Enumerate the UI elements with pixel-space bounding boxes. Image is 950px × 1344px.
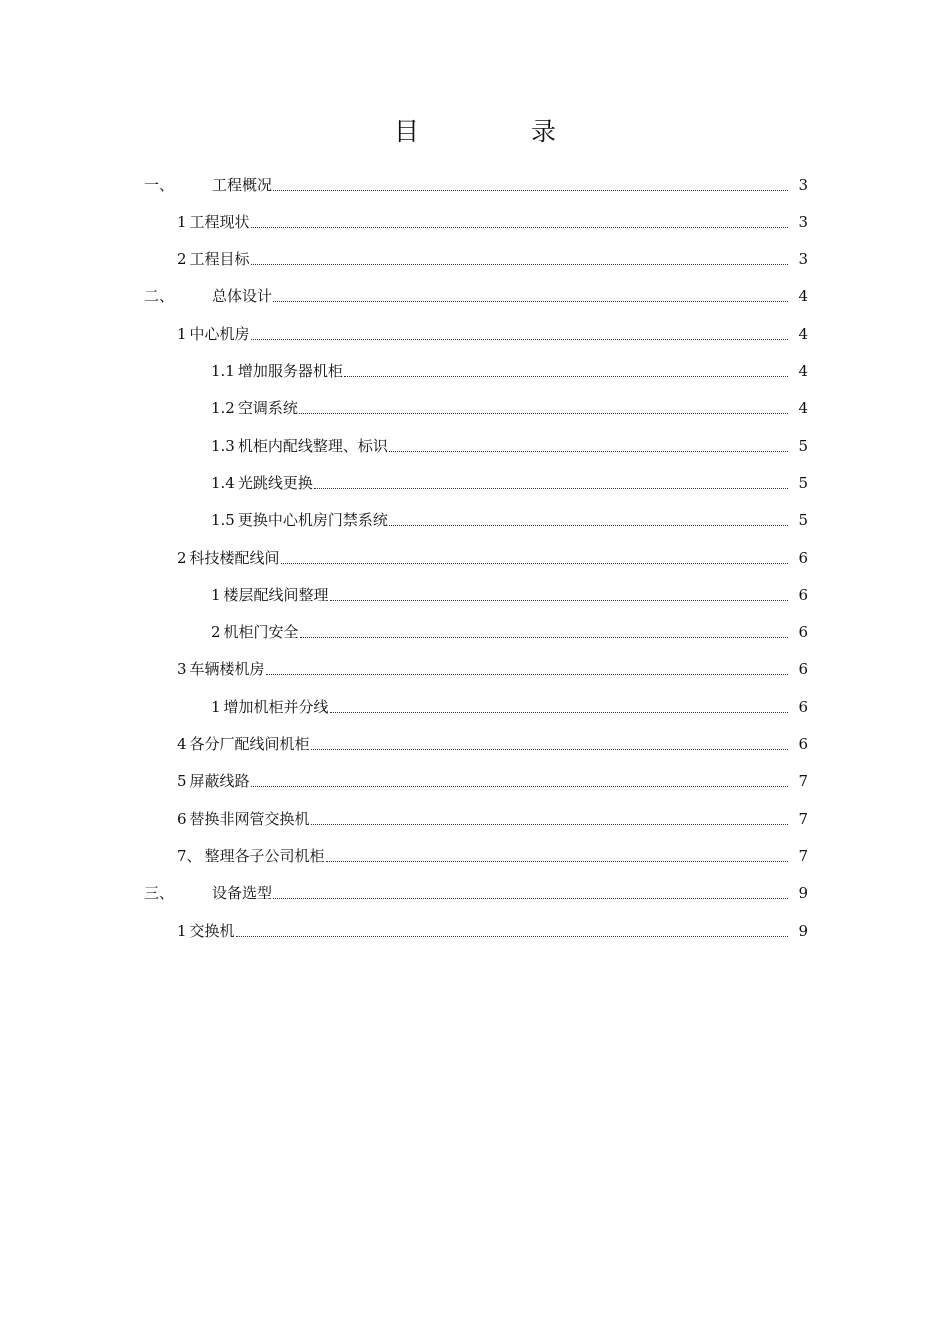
toc-entry-page-number: 6 (798, 735, 808, 753)
dot-leader (311, 734, 788, 754)
dot-leader (273, 286, 788, 306)
dot-leader (330, 697, 788, 717)
toc-entry-number: 一、 (144, 175, 175, 194)
toc-entry[interactable] (211, 576, 808, 613)
dot-leader (330, 585, 788, 605)
dot-leader (273, 175, 788, 195)
toc-entry-label: 机柜内配线整理、标识 (237, 436, 388, 455)
toc-entry-label: 更换中心机房门禁系统 (237, 511, 388, 530)
toc-entry-page-number: 4 (798, 362, 808, 380)
toc-entry[interactable] (144, 875, 808, 912)
toc-entry-label: 替换非网管交换机 (189, 809, 310, 828)
dot-leader (273, 883, 788, 903)
toc-entry-label: 增加机柜并分线 (223, 697, 329, 716)
toc-entry[interactable] (211, 464, 808, 501)
toc-entry[interactable] (211, 390, 808, 427)
toc-title: 目 录 (394, 117, 608, 146)
toc-entry-number: 1 (211, 697, 221, 716)
toc-entry-page-number: 7 (798, 809, 808, 828)
toc-entry-number: 1.3 (211, 436, 235, 455)
dot-leader (311, 809, 788, 829)
toc-entry[interactable] (177, 912, 808, 949)
toc-entry[interactable] (211, 614, 808, 651)
toc-entry-label: 车辆楼机房 (189, 660, 265, 679)
toc-entry-number: 7、 (177, 846, 202, 865)
toc-entry-number: 二、 (144, 287, 175, 306)
toc-entry-label: 屏蔽线路 (189, 772, 250, 791)
toc-entry-page-number: 4 (798, 324, 808, 343)
toc-entry-page-number: 5 (798, 436, 808, 455)
dot-leader (300, 622, 788, 642)
toc-entry-label: 中心机房 (189, 324, 250, 343)
toc-entry-page-number: 6 (798, 660, 808, 679)
toc-entry-number: 2 (177, 250, 187, 269)
toc-entry-page-number: 7 (798, 772, 808, 791)
toc-entry-number: 1 (177, 921, 187, 940)
toc-entry-number: 1 (211, 585, 221, 604)
toc-entry[interactable] (177, 539, 808, 576)
dot-leader (266, 659, 788, 679)
toc-entry-label: 各分厂配线间机柜 (189, 735, 310, 753)
toc-entry-number: 1.5 (211, 511, 235, 530)
toc-entry-page-number: 3 (798, 250, 808, 269)
toc-entry-number: 2 (211, 623, 221, 642)
toc-entry-label: 交换机 (189, 921, 235, 940)
toc-entry[interactable] (177, 837, 808, 874)
toc-entry-label: 楼层配线间整理 (223, 585, 329, 604)
toc-entry-page-number: 3 (798, 212, 808, 231)
dot-leader (299, 398, 788, 418)
dot-leader (251, 212, 788, 232)
toc-entry-label: 增加服务器机柜 (237, 362, 343, 380)
toc-entry-number: 1.4 (211, 473, 235, 492)
toc-entry-page-number: 7 (798, 846, 808, 865)
dot-leader (389, 510, 788, 530)
toc-entry[interactable] (177, 763, 808, 800)
toc-entry[interactable] (144, 278, 808, 315)
toc-entry-label: 设备选型 (212, 884, 273, 903)
toc-entry-number: 三、 (144, 884, 175, 903)
toc-entry-page-number: 5 (798, 511, 808, 530)
toc-entry-label: 空调系统 (237, 399, 298, 418)
toc-entry-number: 1 (177, 212, 187, 231)
toc-entry-page-number: 6 (798, 623, 808, 642)
toc-entry-label: 工程现状 (189, 212, 250, 231)
toc-entry-page-number: 4 (798, 399, 808, 418)
toc-entry-label: 总体设计 (212, 287, 273, 306)
toc-entry[interactable] (177, 726, 808, 763)
toc-entry-label: 机柜门安全 (223, 623, 299, 642)
dot-leader (389, 436, 788, 456)
toc-entry-page-number: 6 (798, 548, 808, 567)
toc-entry-page-number: 5 (798, 473, 808, 492)
toc-entry[interactable] (144, 166, 808, 203)
toc-entry-label: 工程概况 (212, 175, 273, 194)
toc-entry-number: 5 (177, 772, 187, 791)
toc-entry[interactable] (211, 688, 808, 725)
toc-entry-page-number: 9 (798, 884, 808, 903)
toc-entry-page-number: 6 (798, 585, 808, 604)
toc-entry-number: 4 (177, 735, 187, 753)
toc-entry-label: 光跳线更换 (237, 473, 313, 492)
toc-entry-label: 整理各子公司机柜 (204, 846, 325, 865)
dot-leader (251, 249, 788, 269)
dot-leader (344, 361, 788, 381)
toc-entry[interactable] (177, 241, 808, 278)
toc-entry-label: 工程目标 (189, 250, 250, 269)
dot-leader (281, 548, 788, 568)
toc-entry[interactable] (211, 502, 808, 539)
toc-entry-number: 6 (177, 809, 187, 828)
toc-entry-number: 2 (177, 548, 187, 567)
toc-entry-number: 1.1 (211, 362, 235, 380)
toc-entry-page-number: 9 (798, 921, 808, 940)
toc-entry[interactable] (211, 353, 808, 390)
toc-entry-number: 1.2 (211, 399, 235, 418)
toc-entry-number: 1 (177, 324, 187, 343)
toc-entry[interactable] (177, 651, 808, 688)
dot-leader (251, 771, 788, 791)
toc-entry[interactable] (177, 203, 808, 240)
toc-entry-page-number: 4 (798, 287, 808, 306)
toc-entry[interactable] (177, 315, 808, 352)
toc-entry[interactable] (211, 427, 808, 464)
toc-entry-label: 科技楼配线间 (189, 548, 280, 567)
toc-entry-page-number: 3 (798, 175, 808, 194)
toc-entry-number: 3 (177, 660, 187, 679)
dot-leader (326, 846, 788, 866)
dot-leader (314, 473, 788, 493)
toc-entry-page-number: 6 (798, 697, 808, 716)
dot-leader (236, 921, 788, 941)
dot-leader (251, 324, 788, 344)
toc-entry[interactable] (177, 800, 808, 837)
